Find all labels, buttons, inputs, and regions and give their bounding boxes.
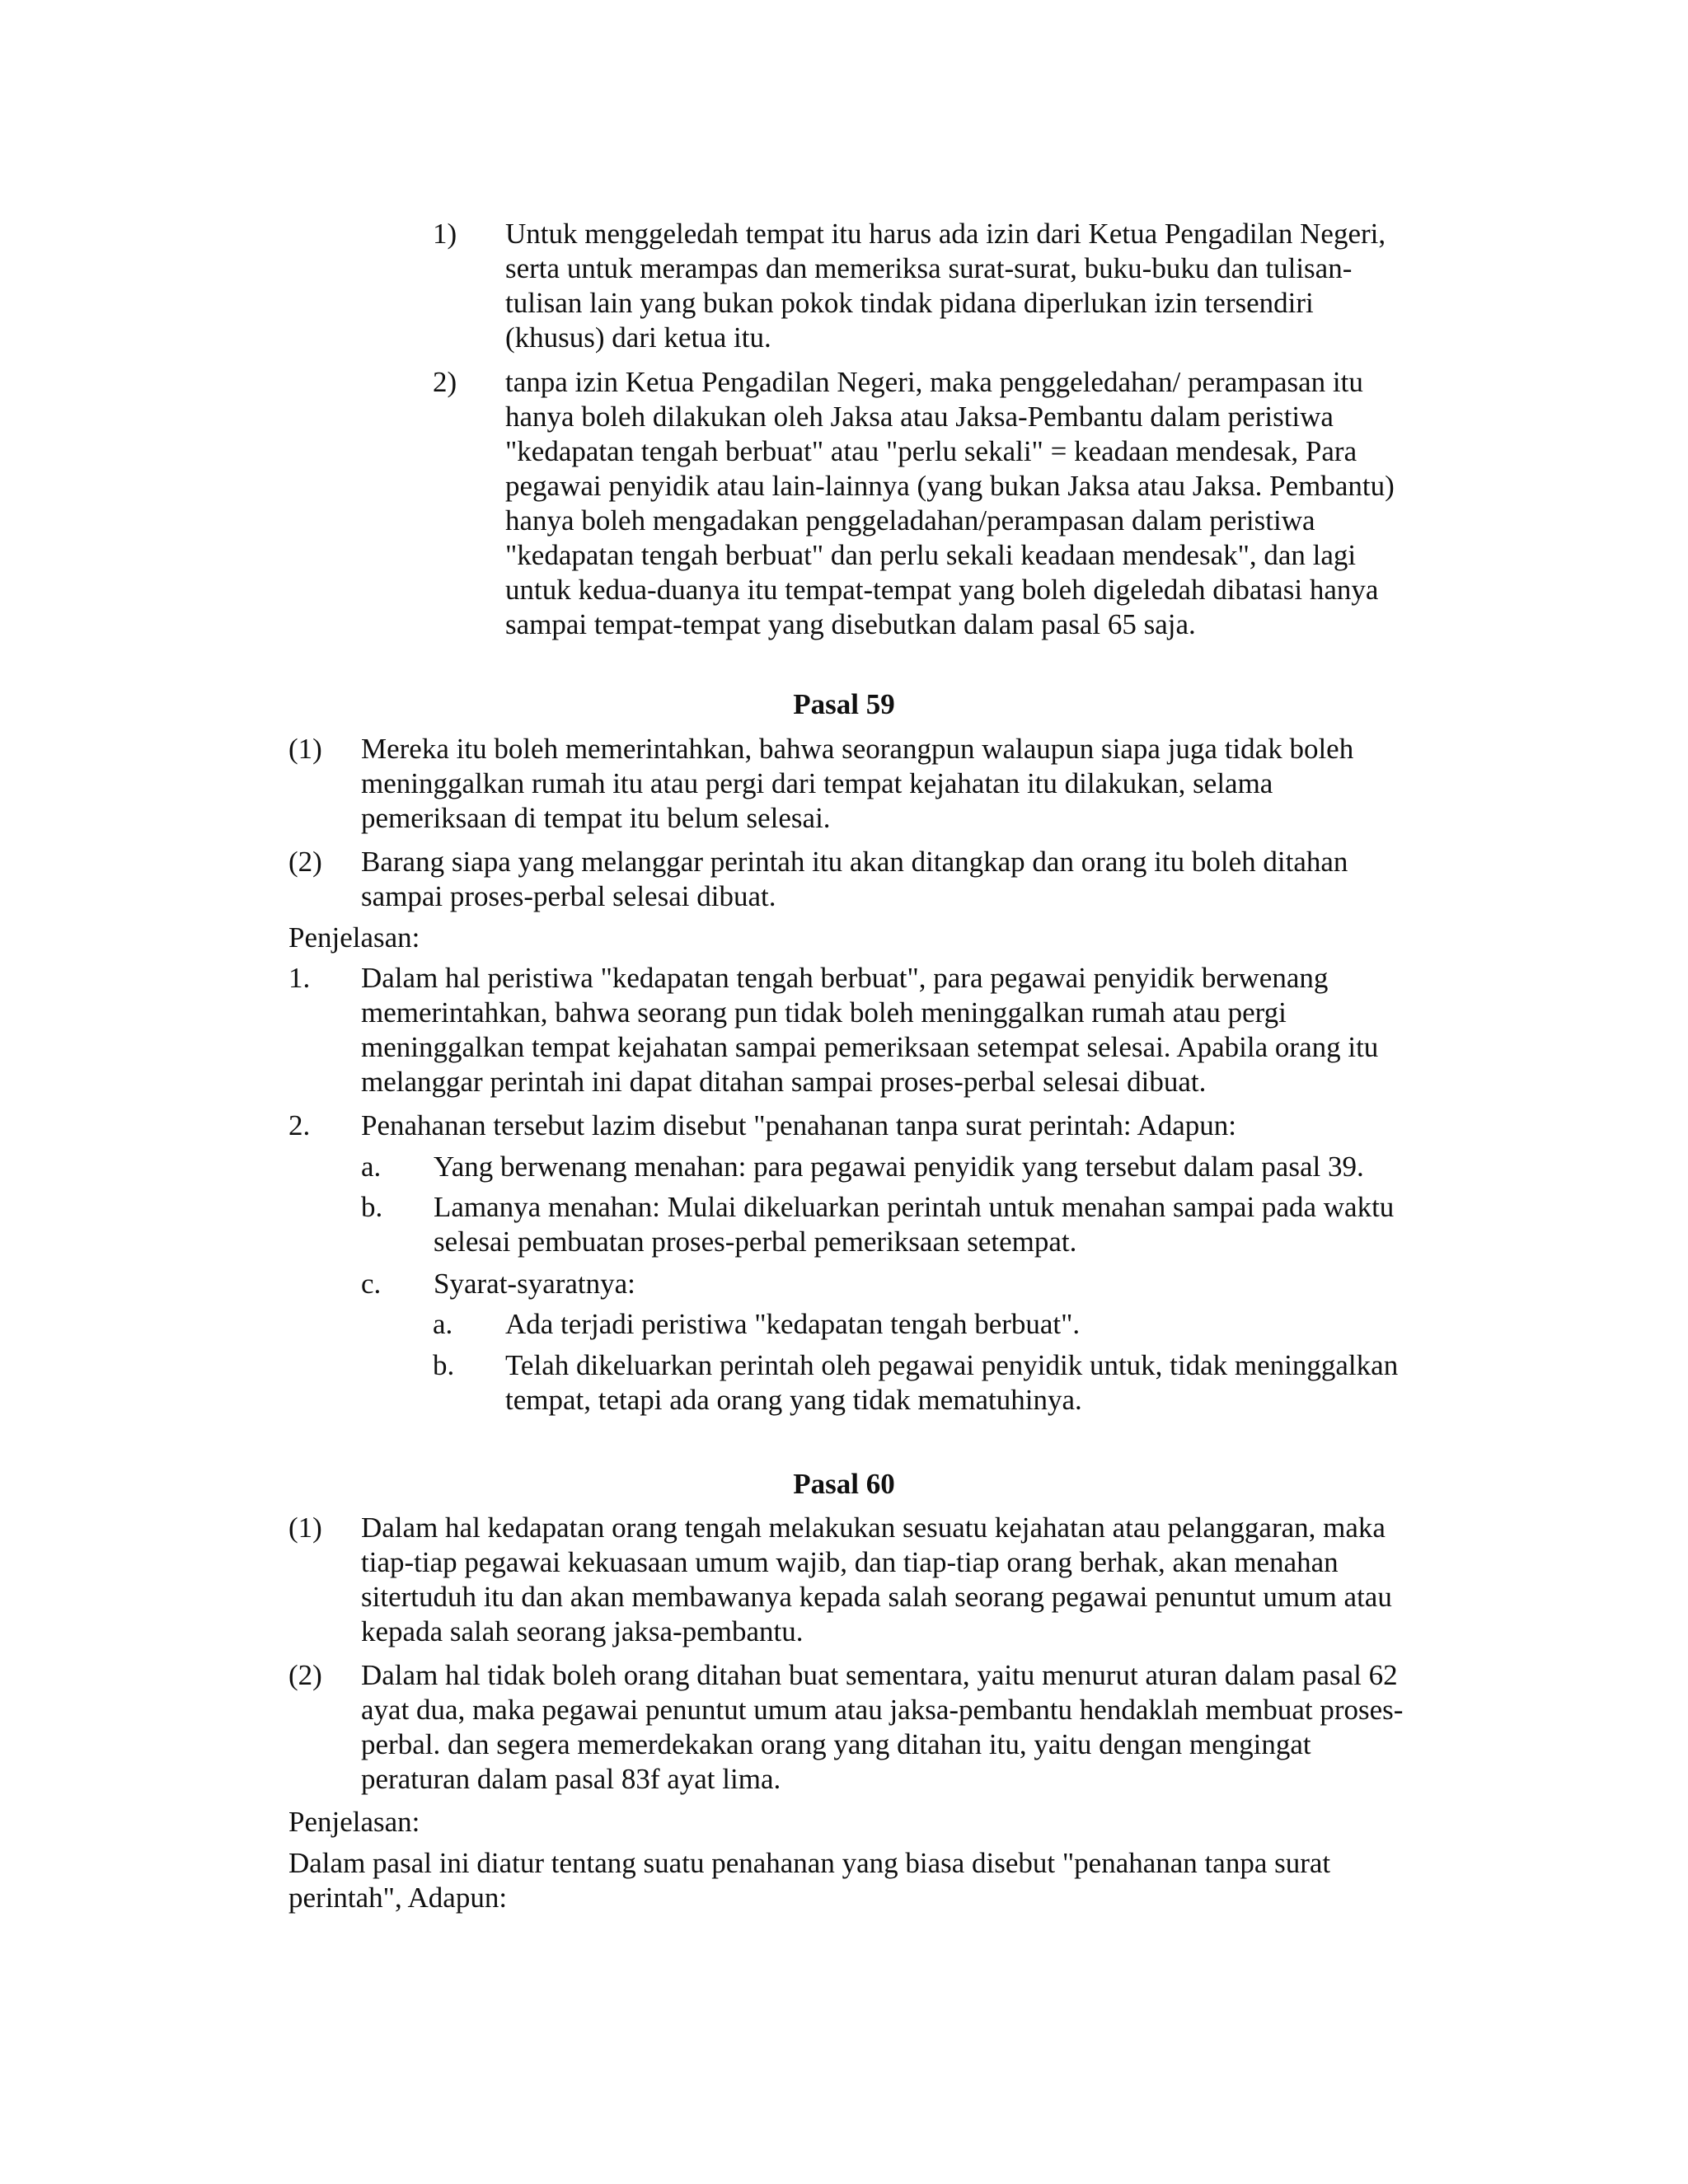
pasal-59-sub-b xyxy=(361,1190,1414,1259)
pasal-59-sub-a xyxy=(361,1150,1414,1184)
point-number: 1. xyxy=(288,962,311,994)
pasal-60-penjelasan-label: Penjelasan: xyxy=(288,1806,420,1838)
pasal-60-ayat-1 xyxy=(288,1511,1414,1649)
point-text: Dalam hal peristiwa "kedapatan tengah berbuat", para pegawai penyidik berwenang memerintahkan, bahwa seorang pun tidak boleh meninggalkan rumah atau pergi meninggalkan tempat kejahatan sampai pemeriksaan setempat selesai. Apabila orang itu melanggar perintah ini dapat ditahan sampai proses-perbal selesai dibuat. xyxy=(361,962,1379,1098)
list-number: 1) xyxy=(433,218,457,250)
list-item-2 xyxy=(433,365,1414,642)
sub-text: Yang berwenang menahan: para pegawai penyidik yang tersebut dalam pasal 39. xyxy=(434,1151,1364,1183)
list-number: 2) xyxy=(433,366,457,398)
pasal-59-point-1 xyxy=(288,961,1414,1099)
pasal-59-subsub-a xyxy=(433,1307,1414,1342)
pasal-60-closing-paragraph: Dalam pasal ini diatur tentang suatu penahanan yang biasa disebut "penahanan tanpa surat perintah", Adapun: xyxy=(288,1847,1331,1914)
pasal-59-ayat-2 xyxy=(288,845,1414,914)
sub-letter: a. xyxy=(361,1151,382,1183)
ayat-number: (1) xyxy=(288,1511,322,1544)
ayat-text: Dalam hal tidak boleh orang ditahan buat sementara, yaitu menurut aturan dalam pasal 62 ayat dua, maka pegawai penuntut umum atau jaksa-pembantu hendaklah membuat proses-perbal. dan segera memerdekakan orang yang ditahan itu, yaitu dengan mengingat peraturan dalam pasal 83f ayat lima. xyxy=(361,1659,1404,1795)
sub-text: Syarat-syaratnya: xyxy=(434,1268,635,1300)
pasal-59-heading: Pasal 59 xyxy=(793,688,895,720)
subsub-text: Telah dikeluarkan perintah oleh pegawai penyidik untuk, tidak meninggalkan tempat, tetapi ada orang yang tidak mematuhinya. xyxy=(505,1349,1399,1416)
pasal-59-penjelasan-label: Penjelasan: xyxy=(288,921,420,954)
ayat-text: Mereka itu boleh memerintahkan, bahwa seorangpun walaupun siapa juga tidak boleh meninggalkan rumah itu atau pergi dari tempat kejahatan itu dilakukan, selama pemeriksaan di tempat itu belum selesai. xyxy=(361,733,1354,834)
ayat-text: Dalam hal kedapatan orang tengah melakukan sesuatu kejahatan atau pelanggaran, maka tiap-tiap pegawai kekuasaan umum wajib, dan tiap-tiap orang berhak, akan menahan sitertuduh itu dan akan membawanya kepada salah seorang pegawai penuntut umum atau kepada salah seorang jaksa-pembantu. xyxy=(361,1511,1392,1647)
point-number: 2. xyxy=(288,1109,311,1141)
sub-letter: b. xyxy=(361,1191,383,1223)
pasal-60-ayat-2 xyxy=(288,1658,1414,1797)
ayat-number: (1) xyxy=(288,733,322,765)
pasal-60-heading: Pasal 60 xyxy=(793,1468,895,1500)
ayat-text: Barang siapa yang melanggar perintah itu akan ditangkap dan orang itu boleh ditahan sampai proses-perbal selesai dibuat. xyxy=(361,846,1348,912)
list-text: Untuk menggeledah tempat itu harus ada izin dari Ketua Pengadilan Negeri, serta untuk merampas dan memeriksa surat-surat, buku-buku dan tulisan-tulisan lain yang bukan pokok tindak pidana diperlukan izin tersendiri (khusus) dari ketua itu. xyxy=(505,218,1386,354)
point-text: Penahanan tersebut lazim disebut "penahanan tanpa surat perintah: Adapun: xyxy=(361,1109,1236,1141)
list-text: tanpa izin Ketua Pengadilan Negeri, maka penggeledahan/ perampasan itu hanya boleh dilakukan oleh Jaksa atau Jaksa-Pembantu dalam peristiwa "kedapatan tengah berbuat" atau "perlu sekali" = keadaan mendesak, Para pegawai penyidik atau lain-lainnya (yang bukan Jaksa atau Jaksa. Pembantu) hanya boleh mengadakan penggeladahan/perampasan dalam peristiwa "kedapatan tengah berbuat" dan perlu sekali keadaan mendesak", dan lagi untuk kedua-duanya itu tempat-tempat yang boleh digeledah dibatasi hanya sampai tempat-tempat yang disebutkan dalam pasal 65 saja. xyxy=(505,366,1395,640)
pasal-59-ayat-1 xyxy=(288,732,1414,836)
pasal-59-subsub-b xyxy=(433,1348,1414,1418)
subsub-letter: b. xyxy=(433,1349,455,1381)
subsub-letter: a. xyxy=(433,1308,453,1340)
sub-letter: c. xyxy=(361,1268,382,1300)
pasal-59-point-2 xyxy=(288,1108,1414,1143)
ayat-number: (2) xyxy=(288,1659,322,1691)
sub-text: Lamanya menahan: Mulai dikeluarkan perintah untuk menahan sampai pada waktu selesai pembuatan proses-perbal pemeriksaan setempat. xyxy=(434,1191,1395,1258)
pasal-59-sub-c xyxy=(361,1267,1414,1301)
subsub-text: Ada terjadi peristiwa "kedapatan tengah berbuat". xyxy=(505,1308,1081,1340)
ayat-number: (2) xyxy=(288,846,322,878)
list-item-1 xyxy=(433,217,1414,355)
